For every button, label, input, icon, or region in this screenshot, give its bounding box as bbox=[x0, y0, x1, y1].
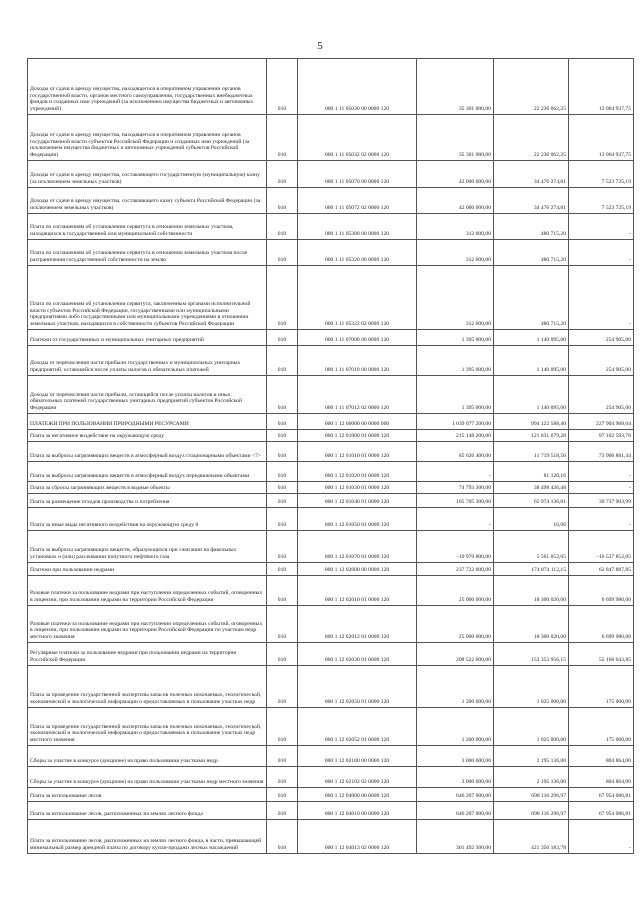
row-line-code: 010 bbox=[267, 266, 298, 330]
row-line-code: 010 bbox=[267, 161, 298, 188]
row-line-code: 010 bbox=[267, 430, 298, 442]
row-unexecuted: - bbox=[569, 482, 634, 494]
row-executed: 22 236 062,25 bbox=[494, 59, 569, 115]
row-unexecuted: -16 537 852,05 bbox=[569, 531, 634, 563]
row-approved: 312 000,00 bbox=[417, 266, 494, 330]
row-approved: - bbox=[417, 508, 494, 531]
row-name: Плата за использование лесов, расположенных на землях лесного фонда bbox=[28, 802, 267, 820]
row-budget-code: 000 1 12 01070 01 0000 120 bbox=[298, 531, 417, 563]
table-row bbox=[28, 414, 634, 430]
row-approved: 312 000,00 bbox=[417, 240, 494, 266]
row-executed: 1 025 000,00 bbox=[494, 666, 569, 708]
table-row bbox=[28, 666, 634, 708]
row-line-code: 010 bbox=[267, 820, 298, 854]
row-line-code: 010 bbox=[267, 666, 298, 708]
row-approved: 3 000 000,00 bbox=[417, 746, 494, 767]
row-name: Плата за выбросы загрязняющих веществ в атмосферный воздух передвижными объектами bbox=[28, 462, 267, 482]
row-executed: 153 353 956,15 bbox=[494, 643, 569, 666]
row-unexecuted: 13 064 937,75 bbox=[569, 59, 634, 115]
table-row bbox=[28, 346, 634, 376]
row-approved: 312 000,00 bbox=[417, 214, 494, 240]
row-approved: 301 492 300,00 bbox=[417, 820, 494, 854]
row-executed: 22 236 062,25 bbox=[494, 115, 569, 161]
row-name: Разовые платежи за пользование недрами при наступлении определенных событий, оговоренных в лицензии, при пользовании недрами на территории Российской Федерации по участкам недр местного значения bbox=[28, 606, 267, 643]
row-budget-code: 000 1 11 05300 00 0000 120 bbox=[298, 214, 417, 240]
row-line-code: 010 bbox=[267, 59, 298, 115]
row-unexecuted: - bbox=[569, 820, 634, 854]
row-name: Доходы от сдачи в аренду имущества, составляющего казну субъекта Российской Федерации (за исключением земельных участков) bbox=[28, 188, 267, 214]
table-row bbox=[28, 643, 634, 666]
row-name: Регулярные платежи за пользование недрами при пользовании недрами на территории Российской Федерации bbox=[28, 643, 267, 666]
revenue-table bbox=[27, 58, 634, 854]
row-unexecuted: 73 906 881,44 bbox=[569, 442, 634, 462]
row-approved: -10 976 800,00 bbox=[417, 531, 494, 563]
row-approved: 74 793 300,00 bbox=[417, 482, 494, 494]
row-name: Плата по соглашениям об установлении сервитута в отношении земельных участков после разграничения государственной собственности на землю bbox=[28, 240, 267, 266]
row-unexecuted: 804 864,00 bbox=[569, 767, 634, 788]
row-line-code: 010 bbox=[267, 576, 298, 606]
row-executed: 1 140 095,00 bbox=[494, 346, 569, 376]
row-unexecuted: 67 954 086,81 bbox=[569, 788, 634, 802]
row-unexecuted: 7 523 725,19 bbox=[569, 161, 634, 188]
table-row bbox=[28, 508, 634, 531]
row-line-code: 010 bbox=[267, 606, 298, 643]
row-executed: 480 715,20 bbox=[494, 214, 569, 240]
row-unexecuted: 175 000,00 bbox=[569, 666, 634, 708]
row-budget-code: 000 1 12 02010 01 0000 120 bbox=[298, 576, 417, 606]
page-number: 5 bbox=[317, 40, 323, 52]
row-unexecuted: 7 523 725,19 bbox=[569, 188, 634, 214]
row-unexecuted: 6 699 980,00 bbox=[569, 576, 634, 606]
row-line-code: 010 bbox=[267, 531, 298, 563]
row-line-code: 010 bbox=[267, 214, 298, 240]
row-name: Плата за выбросы загрязняющих веществ, образующихся при сжигании на факельных установках и (или) рассеивании попутного нефтяного газа bbox=[28, 531, 267, 563]
row-unexecuted: 804 864,00 bbox=[569, 746, 634, 767]
row-budget-code: 000 1 11 05320 00 0000 120 bbox=[298, 240, 417, 266]
row-line-code: 010 bbox=[267, 414, 298, 430]
row-approved: 35 301 000,00 bbox=[417, 59, 494, 115]
table-row bbox=[28, 708, 634, 746]
row-budget-code: 000 1 12 02012 01 0000 120 bbox=[298, 606, 417, 643]
row-name: Платежи при пользовании недрами bbox=[28, 563, 267, 576]
row-approved: 1 395 000,00 bbox=[417, 330, 494, 346]
row-budget-code: 000 1 12 01030 01 0000 120 bbox=[298, 482, 417, 494]
row-approved: 646 207 000,00 bbox=[417, 802, 494, 820]
table-row bbox=[28, 606, 634, 643]
row-budget-code: 000 1 12 02000 00 0000 120 bbox=[298, 563, 417, 576]
row-budget-code: 000 1 11 07000 00 0000 120 bbox=[298, 330, 417, 346]
row-executed: 994 122 588,40 bbox=[494, 414, 569, 430]
table-row bbox=[28, 462, 634, 482]
row-executed: 174 874 112,15 bbox=[494, 563, 569, 576]
row-line-code: 010 bbox=[267, 788, 298, 802]
row-unexecuted: 254 905,00 bbox=[569, 376, 634, 414]
row-line-code: 010 bbox=[267, 802, 298, 820]
row-unexecuted: 39 737 903,99 bbox=[569, 494, 634, 508]
row-line-code: 010 bbox=[267, 643, 298, 666]
row-budget-code: 000 1 12 02102 02 0000 120 bbox=[298, 767, 417, 788]
row-executed: 18 300 020,00 bbox=[494, 576, 569, 606]
row-line-code: 010 bbox=[267, 563, 298, 576]
row-executed: 480 715,20 bbox=[494, 266, 569, 330]
row-line-code: 010 bbox=[267, 240, 298, 266]
row-executed: 480 715,20 bbox=[494, 240, 569, 266]
row-name: Плата за использование лесов, расположенных на землях лесного фонда, в части, превышающей минимальный размер арендной платы по договору купли-продажи лесных насаждений bbox=[28, 820, 267, 854]
row-approved: 105 705 300,00 bbox=[417, 494, 494, 508]
row-name: Доходы от сдачи в аренду имущества, находящегося в оперативном управлении органов государственной власти субъектов Российской Федерации и созданных ими учреждений (за исключением имущества бюджетных и автономных учреждений субъектов Российской Федерации) bbox=[28, 115, 267, 161]
row-budget-code: 000 1 12 04013 02 0000 120 bbox=[298, 820, 417, 854]
row-budget-code: 000 1 12 01020 01 0000 120 bbox=[298, 462, 417, 482]
row-executed: 65 974 136,01 bbox=[494, 494, 569, 508]
table-row bbox=[28, 376, 634, 414]
row-name: Доходы от перечисления части прибыли государственных и муниципальных унитарных предприятий, остающейся после уплаты налогов и обязательных платежей bbox=[28, 346, 267, 376]
row-budget-code: 000 1 12 01010 01 0000 120 bbox=[298, 442, 417, 462]
row-name: Плата за сбросы загрязняющих веществ в водные объекты bbox=[28, 482, 267, 494]
row-budget-code: 000 1 12 02100 00 0000 120 bbox=[298, 746, 417, 767]
row-approved: 646 207 000,00 bbox=[417, 788, 494, 802]
row-budget-code: 000 1 12 04010 00 0000 120 bbox=[298, 802, 417, 820]
row-approved: 42 000 000,00 bbox=[417, 188, 494, 214]
row-executed: 2 195 136,00 bbox=[494, 767, 569, 788]
row-unexecuted: 254 905,00 bbox=[569, 330, 634, 346]
row-approved: - bbox=[417, 462, 494, 482]
row-line-code: 010 bbox=[267, 708, 298, 746]
row-executed: 121 831 679,28 bbox=[494, 430, 569, 442]
row-approved: 1 395 000,00 bbox=[417, 346, 494, 376]
table-row bbox=[28, 188, 634, 214]
row-name: Плата за использование лесов bbox=[28, 788, 267, 802]
row-executed: 421 356 183,78 bbox=[494, 820, 569, 854]
row-executed: 2 195 136,00 bbox=[494, 746, 569, 767]
row-budget-code: 000 1 11 05030 00 0000 120 bbox=[298, 59, 417, 115]
row-approved: 215 148 200,00 bbox=[417, 430, 494, 442]
row-approved: 1 395 000,00 bbox=[417, 376, 494, 414]
row-approved: 1 200 000,00 bbox=[417, 666, 494, 708]
table-row bbox=[28, 482, 634, 494]
row-unexecuted: 67 954 086,81 bbox=[569, 802, 634, 820]
row-name: Плата за выбросы загрязняющих веществ в атмосферный воздух стационарными объектами <7> bbox=[28, 442, 267, 462]
row-name: Плата за проведение государственной экспертизы запасов полезных ископаемых, геологической, экономической и экологической информации о предоставляемых в пользование участках недр bbox=[28, 666, 267, 708]
row-unexecuted: - bbox=[569, 462, 634, 482]
row-line-code: 010 bbox=[267, 508, 298, 531]
row-line-code: 010 bbox=[267, 746, 298, 767]
row-name: Доходы от сдачи в аренду имущества, находящегося в оперативном управлении органов государственной власти, органов местного самоуправления, государственных внебюджетных фондов и созданных ими учреждений (за исключением имущества бюджетных и автономных учреждений) bbox=[28, 59, 267, 115]
row-line-code: 010 bbox=[267, 188, 298, 214]
row-budget-code: 000 1 12 01050 01 0000 120 bbox=[298, 508, 417, 531]
row-name: Плата по соглашениям об установлении сервитута в отношении земельных участков, находящихся в государственной или муниципальной собственности bbox=[28, 214, 267, 240]
row-unexecuted: 97 102 593,78 bbox=[569, 430, 634, 442]
row-approved: 35 301 000,00 bbox=[417, 115, 494, 161]
row-unexecuted: 254 905,00 bbox=[569, 346, 634, 376]
row-budget-code: 000 1 12 01000 01 0000 120 bbox=[298, 430, 417, 442]
table-row bbox=[28, 494, 634, 508]
row-executed: 16,06 bbox=[494, 508, 569, 531]
row-unexecuted: 227 904 968,04 bbox=[569, 414, 634, 430]
table-row bbox=[28, 576, 634, 606]
row-line-code: 010 bbox=[267, 346, 298, 376]
row-executed: 5 561 052,05 bbox=[494, 531, 569, 563]
row-unexecuted: 62 847 887,85 bbox=[569, 563, 634, 576]
row-budget-code: 000 1 12 04000 00 0000 120 bbox=[298, 788, 417, 802]
row-approved: 42 000 000,00 bbox=[417, 161, 494, 188]
row-budget-code: 000 1 11 05070 00 0000 120 bbox=[298, 161, 417, 188]
row-approved: 25 000 000,00 bbox=[417, 606, 494, 643]
row-name: Сборы за участие в конкурсе (аукционе) на право пользования участками недр bbox=[28, 746, 267, 767]
table-row bbox=[28, 59, 634, 115]
row-budget-code: 000 1 11 05032 02 0000 120 bbox=[298, 115, 417, 161]
row-executed: 34 476 274,81 bbox=[494, 161, 569, 188]
row-executed: 18 300 020,00 bbox=[494, 606, 569, 643]
row-unexecuted: 13 064 937,75 bbox=[569, 115, 634, 161]
row-line-code: 010 bbox=[267, 494, 298, 508]
table-row bbox=[28, 442, 634, 462]
row-budget-code: 000 1 11 07012 02 0000 120 bbox=[298, 376, 417, 414]
row-approved: 208 522 000,00 bbox=[417, 643, 494, 666]
row-executed: 698 116 296,97 bbox=[494, 788, 569, 802]
table-row bbox=[28, 240, 634, 266]
row-unexecuted: - bbox=[569, 214, 634, 240]
row-approved: 85 626 400,00 bbox=[417, 442, 494, 462]
row-unexecuted: - bbox=[569, 266, 634, 330]
row-budget-code: 000 1 12 00000 00 0000 000 bbox=[298, 414, 417, 430]
row-executed: 38 498 436,48 bbox=[494, 482, 569, 494]
row-name: Платежи от государственных и муниципальных унитарных предприятий bbox=[28, 330, 267, 346]
table-row bbox=[28, 161, 634, 188]
row-name: ПЛАТЕЖИ ПРИ ПОЛЬЗОВАНИИ ПРИРОДНЫМИ РЕСУРСАМИ bbox=[28, 414, 267, 430]
row-line-code: 010 bbox=[267, 115, 298, 161]
row-unexecuted: 6 699 980,00 bbox=[569, 606, 634, 643]
row-budget-code: 000 1 12 01040 01 0000 120 bbox=[298, 494, 417, 508]
row-executed: 1 025 000,00 bbox=[494, 708, 569, 746]
row-name: Разовые платежи за пользование недрами при наступлении определенных событий, оговоренных в лицензии, при пользовании недрами на территории Российской Федерации bbox=[28, 576, 267, 606]
table-row bbox=[28, 820, 634, 854]
row-name: Сборы за участие в конкурсе (аукционе) на право пользования участками недр местного значения bbox=[28, 767, 267, 788]
row-name: Доходы от сдачи в аренду имущества, составляющего государственную (муниципальную) казну (за исключением земельных участков) bbox=[28, 161, 267, 188]
row-line-code: 010 bbox=[267, 482, 298, 494]
row-name: Плата за негативное воздействие на окружающую среду bbox=[28, 430, 267, 442]
row-unexecuted: - bbox=[569, 508, 634, 531]
table-row bbox=[28, 115, 634, 161]
row-name: Плата за иные виды негативного воздействия на окружающую среду 8 bbox=[28, 508, 267, 531]
table-row bbox=[28, 430, 634, 442]
row-budget-code: 000 1 12 02052 01 0000 120 bbox=[298, 708, 417, 746]
row-line-code: 010 bbox=[267, 462, 298, 482]
table-row bbox=[28, 788, 634, 802]
row-approved: 1 039 077 200,00 bbox=[417, 414, 494, 430]
row-unexecuted: 55 168 043,85 bbox=[569, 643, 634, 666]
row-executed: 34 476 274,81 bbox=[494, 188, 569, 214]
table-row bbox=[28, 563, 634, 576]
row-budget-code: 000 1 12 02050 01 0000 120 bbox=[298, 666, 417, 708]
row-line-code: 010 bbox=[267, 767, 298, 788]
row-name: Плата за проведение государственной экспертизы запасов полезных ископаемых, геологической, экономической и экологической информации о предоставляемых в пользование участках недр местного значения bbox=[28, 708, 267, 746]
row-executed: 11 719 518,56 bbox=[494, 442, 569, 462]
table-row bbox=[28, 214, 634, 240]
table-row bbox=[28, 802, 634, 820]
row-budget-code: 000 1 11 07010 00 0000 120 bbox=[298, 346, 417, 376]
row-approved: 237 722 000,00 bbox=[417, 563, 494, 576]
row-name: Доходы от перечисления части прибыли, остающейся после уплаты налогов и иных обязательных платежей государственных унитарных предприятий субъектов Российской Федерации bbox=[28, 376, 267, 414]
table-row bbox=[28, 531, 634, 563]
row-approved: 3 000 000,00 bbox=[417, 767, 494, 788]
table-row bbox=[28, 746, 634, 767]
row-executed: 698 116 296,97 bbox=[494, 802, 569, 820]
row-budget-code: 000 1 11 05322 02 0000 120 bbox=[298, 266, 417, 330]
table-row bbox=[28, 767, 634, 788]
row-approved: 1 200 000,00 bbox=[417, 708, 494, 746]
row-approved: 25 000 000,00 bbox=[417, 576, 494, 606]
row-unexecuted: - bbox=[569, 240, 634, 266]
row-budget-code: 000 1 12 02030 01 0000 120 bbox=[298, 643, 417, 666]
row-name: Плата за размещение отходов производства и потребления bbox=[28, 494, 267, 508]
row-executed: 1 140 095,00 bbox=[494, 376, 569, 414]
row-budget-code: 000 1 11 05072 02 0000 120 bbox=[298, 188, 417, 214]
row-line-code: 010 bbox=[267, 330, 298, 346]
table-row bbox=[28, 266, 634, 330]
row-line-code: 010 bbox=[267, 442, 298, 462]
table-row bbox=[28, 330, 634, 346]
row-executed: 81 120,16 bbox=[494, 462, 569, 482]
row-name: Плата по соглашениям об установлении сервитута, заключенным органами исполнительной власти субъектов Российской Федерации, государственными или муниципальными предприятиями либо государственными или муниципальными учреждениями в отношении земельных участков, находящихся в собственности субъектов Российской Федерации bbox=[28, 266, 267, 330]
row-executed: 1 140 095,00 bbox=[494, 330, 569, 346]
row-unexecuted: 175 000,00 bbox=[569, 708, 634, 746]
row-line-code: 010 bbox=[267, 376, 298, 414]
